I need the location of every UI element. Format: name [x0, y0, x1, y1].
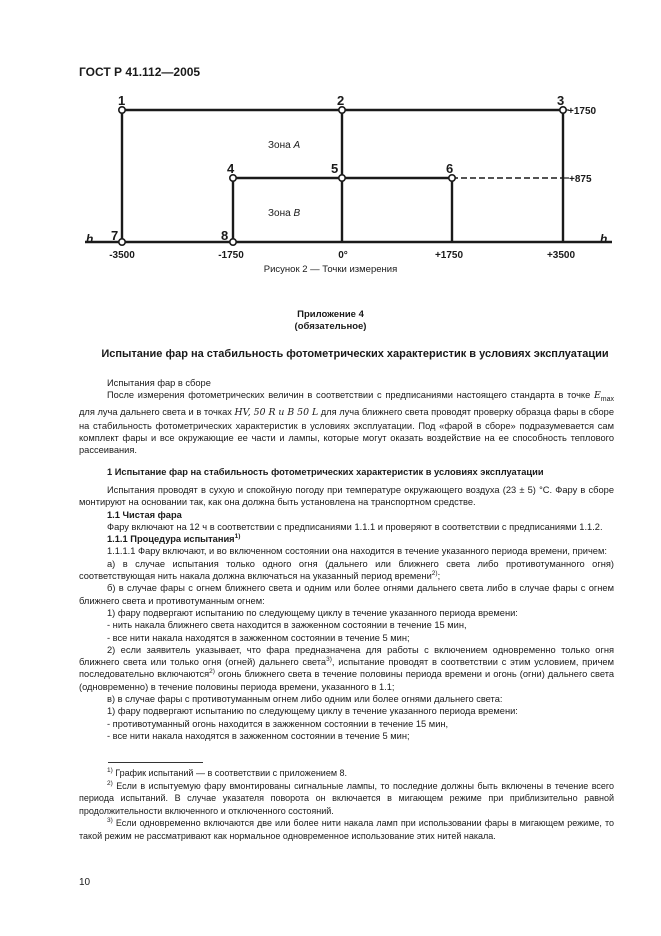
appendix-title: Испытание фар на стабильность фотометрических характеристик в условиях эксплуатации	[101, 348, 609, 360]
body-text	[79, 377, 614, 742]
point-label-7: 7	[111, 228, 119, 243]
item-b: б) в случае фары с огнем ближнего света и одним или более огнями дальнего света либо в случае фары с огнем ближнего света и противотуманным огнем:	[79, 583, 614, 606]
axis-label-h-right: h	[600, 232, 608, 246]
point-8-marker	[230, 239, 236, 245]
document-header: ГОСТ Р 41.112—2005	[79, 65, 201, 79]
point-5-marker	[339, 175, 345, 181]
footnote-1: $^{1)}$ График испытаний — в соответствии с приложением 8.	[107, 767, 348, 778]
appendix-label: Приложение 4	[297, 309, 364, 320]
item-b-1-first: - нить накала ближнего света находится в зажженном состоянии в течение 15 мин,	[107, 620, 467, 631]
zone-b-label: Зона В	[268, 208, 301, 219]
item-b-1-second: - все нити накала находятся в зажженном состоянии в течение 5 мин;	[107, 632, 410, 643]
point-label-8: 8	[221, 228, 229, 243]
footnote-2: $^{2)}$ Если в испытуемую фару вмонтированы сигнальные лампы, то последние должны быть включены в течение всего периода испытаний. В случае указателя поворота он включается в мигающем режиме при приблизительно равной продолжительности включенного и отключенного состояний.	[79, 779, 614, 816]
item-v-1-second: - все нити накала находятся в зажженном состоянии в течение 5 мин;	[107, 730, 410, 741]
y-label-875: +875	[569, 174, 592, 185]
section-1-1-1-title: 1.1.1 Процедура испытания$^{1)}$	[107, 533, 241, 545]
paragraph-assembly-tests: Испытания фар в сборе	[107, 378, 211, 388]
x-label-minus-3500: -3500	[109, 250, 135, 261]
footnote-3: $^{3)}$ Если одновременно включаются две или более нити накала ламп при использовании фары в мигающем режиме, то такой режим не рассматривают как нормальное одновременное использование этих нитей накала.	[79, 817, 614, 841]
x-label-plus-1750: +1750	[434, 250, 464, 261]
paragraph-intro: После измерения фотометрических величин в соответствии с предписаниями настоящего стандарта в точке $E_{max}$ для луча дальнего света и в точках HV, 50 R и B 50 L для луча ближнего света проводят проверку образца фары в сборе на стабильность фотометрических характеристик в условиях эксплуатации. Под «фарой в сборе» подразумевается сам комплект фары и все окружающие ее части и лампы, которые могут оказать воздействие на ее способность теплового рассеивания.	[79, 390, 614, 456]
zone-a-label: Зона А	[268, 140, 301, 151]
footnotes	[79, 767, 614, 842]
axis-label-h-left: h	[86, 232, 94, 246]
item-v: в) в случае фары с противотуманным огнем либо одним или более огнями дальнего света:	[107, 693, 503, 704]
point-7-marker	[119, 239, 125, 245]
emax-symbol: E	[593, 390, 601, 402]
point-label-1: 1	[118, 93, 126, 108]
x-label-zero: 0°	[338, 250, 348, 261]
item-b-1: 1) фару подвергают испытанию по следующему циклу в течение указанного периода времени:	[107, 607, 518, 618]
point-label-2: 2	[337, 93, 345, 108]
item-v-1-first: - противотуманный огонь находится в зажженном состоянии в течение 15 мин,	[107, 718, 449, 729]
measurement-points-diagram	[0, 0, 661, 290]
y-label-1750: +1750	[568, 106, 597, 117]
item-v-1: 1) фару подвергают испытанию по следующему циклу в течение указанного периода времени:	[107, 706, 518, 717]
section-1-title: 1 Испытание фар на стабильность фотометрических характеристик в условиях эксплуатации	[107, 466, 544, 477]
point-label-3: 3	[557, 93, 565, 108]
footnote-separator	[108, 762, 203, 763]
x-label-minus-1750: -1750	[218, 250, 244, 261]
item-a: а) в случае испытания только одного огня (дальнего или ближнего света либо противотуманного огня) соответствующая нить накала должна включаться на указанный период времени$^{2)}$;	[79, 558, 614, 582]
point-label-6: 6	[446, 161, 454, 176]
section-1-1-title: 1.1 Чистая фара	[107, 509, 182, 520]
x-label-plus-3500: +3500	[546, 250, 576, 261]
appendix-type: (обязательное)	[294, 321, 367, 332]
point-label-4: 4	[227, 161, 235, 176]
points-hv-formula: HV, 50 R и B 50 L	[234, 407, 319, 419]
clause-1-1-1-1: 1.1.1.1 Фару включают, и во включенном состоянии она находится в течение указанного периода времени, причем:	[107, 546, 607, 557]
figure-caption: Рисунок 2 — Точки измерения	[263, 264, 398, 275]
section-1-1-paragraph: Фару включают на 12 ч в соответствии с предписаниями 1.1.1 и проверяют в соответствии с предписаниями 1.1.2.	[107, 521, 603, 532]
section-1-paragraph: Испытания проводят в сухую и спокойную погоду при температуре окружающего воздуха (23 ± 5) °С. Фару в сборе монтируют на основании так, как она должна быть установлена на транспортном средстве.	[79, 484, 614, 508]
point-label-5: 5	[331, 161, 339, 176]
item-b-2: 2) если заявитель указывает, что фара предназначена для работы с включением одновременно только огня ближнего света или только огня (огней) дальнего света$^{3)}$, испытание проводят в соответствии с этим условием, причем последовательно включаются$^{2)}$ огонь ближнего света в течение половины периода времени и огонь (огни) дальнего света (одновременно) в течение половины периода времени, указанного в 1.1;	[79, 644, 615, 692]
page-number: 10	[79, 877, 91, 888]
